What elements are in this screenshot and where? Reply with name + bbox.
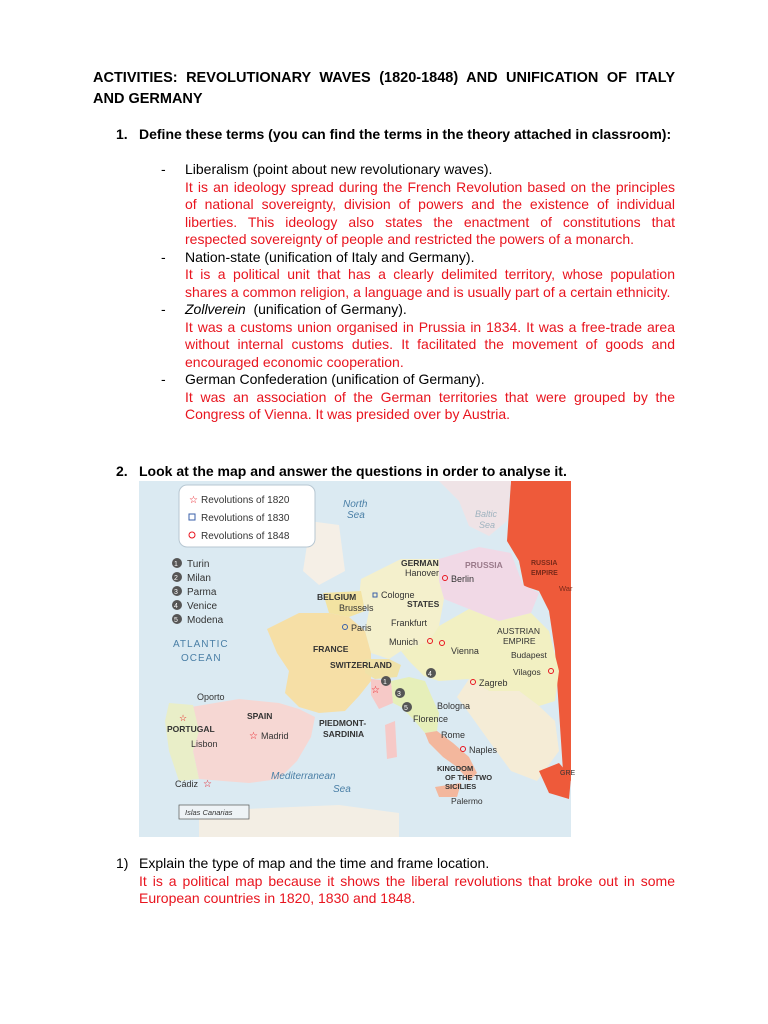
marker-num-3: 3 [397, 691, 401, 698]
term-label-text: Liberalism (point about new revolutionary waves). [185, 161, 493, 177]
europe-revolutions-map [139, 481, 576, 837]
terms-list [139, 161, 675, 424]
city-madrid: Madrid [261, 731, 289, 741]
label-austrian-2: EMPIRE [503, 636, 536, 646]
term-label [185, 301, 675, 319]
term-label-text: Nation-state (unification of Italy and Germany). [185, 248, 475, 265]
city-cadiz: Cádiz [175, 779, 199, 789]
num-4: 4 [174, 603, 178, 610]
term-label [185, 161, 675, 179]
subquestion-1-answer: It is a political map because it shows the liberal revolutions that broke out in some European countries in 1820, 1830 and 1848. [139, 872, 675, 906]
city-palermo: Palermo [451, 796, 483, 806]
subquestion-1 [139, 855, 675, 908]
sea-atlantic: ATLANTIC [173, 639, 229, 650]
city-naples: Naples [469, 745, 498, 755]
label-kingdom-3: SICILIES [445, 782, 477, 791]
label-switzerland: SWITZERLAND [330, 660, 392, 670]
label-prussia: PRUSSIA [465, 560, 503, 570]
label-kingdom-2: OF THE TWO [445, 773, 493, 782]
list-dash: - [161, 371, 166, 387]
sea-mediterranean-2: Sea [333, 784, 351, 795]
label-russia: RUSSIA [531, 560, 558, 567]
city-cologne: Cologne [381, 590, 415, 600]
num-2: 2 [174, 575, 178, 582]
label-states: STATES [407, 599, 440, 609]
list-turin: Turin [187, 559, 210, 570]
sea-mediterranean: Mediterranean [271, 771, 336, 782]
marker-turin-star: ☆ [371, 685, 380, 696]
question-1-number: 1. [116, 126, 128, 142]
city-brussels: Brussels [339, 603, 374, 613]
city-munich: Munich [389, 637, 419, 647]
label-piedmont: PIEDMONT- [319, 718, 367, 728]
list-parma: Parma [187, 587, 217, 598]
legend-1848: Revolutions of 1848 [201, 531, 290, 542]
question-2-number: 2. [116, 463, 128, 479]
list-milan: Milan [187, 573, 211, 584]
city-warsaw: War [559, 584, 573, 593]
label-spain: SPAIN [247, 711, 273, 721]
num-5: 5 [174, 617, 178, 624]
city-florence: Florence [413, 714, 449, 724]
term-label-italic: Zollverein [185, 301, 246, 317]
label-belgium: BELGIUM [317, 592, 357, 602]
label-france: FRANCE [313, 644, 349, 654]
sea-atlantic-2: OCEAN [181, 653, 222, 664]
label-portugal: PORTUGAL [167, 724, 215, 734]
num-3: 3 [174, 589, 178, 596]
list-dash: - [161, 161, 166, 177]
city-oporto: Oporto [197, 692, 225, 702]
label-piedmont-2: SARDINIA [323, 729, 365, 739]
city-paris: Paris [351, 623, 372, 633]
term-definition: It was an association of the German territories that were grouped by the Congress of Vienna. It was presided over by Austria. [185, 388, 675, 422]
term-nation-state [139, 249, 675, 302]
marker-num-1: 1 [383, 679, 387, 686]
sea-north-2: Sea [347, 510, 365, 521]
page-title: ACTIVITIES: REVOLUTIONARY WAVES (1820-1848) AND UNIFICATION OF ITALY AND GERMANY [93, 70, 675, 107]
term-label-text: German Confederation (unification of Germany). [185, 371, 485, 387]
question-1-text: Define these terms (you can find the terms in the theory attached in classroom): [139, 126, 672, 142]
sea-baltic: Baltic [475, 509, 498, 519]
term-label [185, 371, 675, 389]
term-german-confederation [139, 371, 675, 424]
marker-num-5: 5 [404, 705, 408, 712]
city-bologna: Bologna [437, 701, 471, 711]
city-zagreb: Zagreb [479, 678, 508, 688]
sea-north: North [343, 499, 368, 510]
city-hanover: Hanover [405, 568, 440, 578]
term-zollverein [139, 301, 675, 371]
label-german: GERMAN [401, 558, 439, 568]
city-berlin: Berlin [451, 574, 475, 584]
term-definition: It is a political unit that has a clearly delimited territory, whose population shares a common religion, a language and is usually part of a certain ethnicity. [185, 266, 675, 300]
list-venice: Venice [187, 601, 218, 612]
subquestion-1-number: 1) [116, 855, 129, 871]
label-greece: GRE [560, 770, 576, 777]
list-modena: Modena [187, 615, 224, 626]
question-2-text: Look at the map and answer the questions in order to analyse it. [139, 463, 567, 479]
legend-1820: Revolutions of 1820 [201, 495, 290, 506]
term-definition: It was a customs union organised in Prussia in 1834. It was a free-trade area without internal customs duties. It facilitated the movement of goods and encouraged economic cooperation. [185, 318, 675, 370]
city-lisbon: Lisbon [191, 739, 218, 749]
term-label-text: (unification of Germany). [245, 301, 407, 317]
city-vilagos: Vilagos [513, 667, 541, 677]
list-dash: - [161, 301, 166, 317]
marker-madrid: ☆ [249, 731, 258, 742]
label-kingdom: KINGDOM [437, 764, 474, 773]
marker-lisbon: ☆ [179, 713, 188, 723]
subquestion-1-text: Explain the type of map and the time and frame location. [139, 855, 490, 871]
city-frankfurt: Frankfurt [391, 618, 428, 628]
num-1: 1 [174, 561, 178, 568]
term-definition: It is an ideology spread during the French Revolution based on the principles of national sovereignty, division of powers and the existence of individual liberties. This ideology also states the enactment of constitutions that respected sovereignty of people and restricted the powers of a monarch. [185, 178, 675, 247]
marker-num-4: 4 [428, 671, 432, 678]
label-canarias: Islas Canarias [185, 808, 233, 817]
term-liberalism [139, 161, 675, 249]
term-label [185, 249, 675, 267]
marker-cadiz: ☆ [203, 779, 212, 790]
label-russia-2: EMPIRE [531, 570, 558, 577]
sea-baltic-2: Sea [479, 520, 496, 530]
region-sardinia [385, 721, 397, 759]
label-austrian: AUSTRIAN [497, 626, 540, 636]
city-vienna: Vienna [451, 646, 479, 656]
legend-1830: Revolutions of 1830 [201, 513, 290, 524]
city-budapest: Budapest [511, 650, 547, 660]
city-rome: Rome [441, 730, 466, 740]
list-dash: - [161, 248, 166, 265]
legend-star-icon: ☆ [189, 495, 198, 506]
